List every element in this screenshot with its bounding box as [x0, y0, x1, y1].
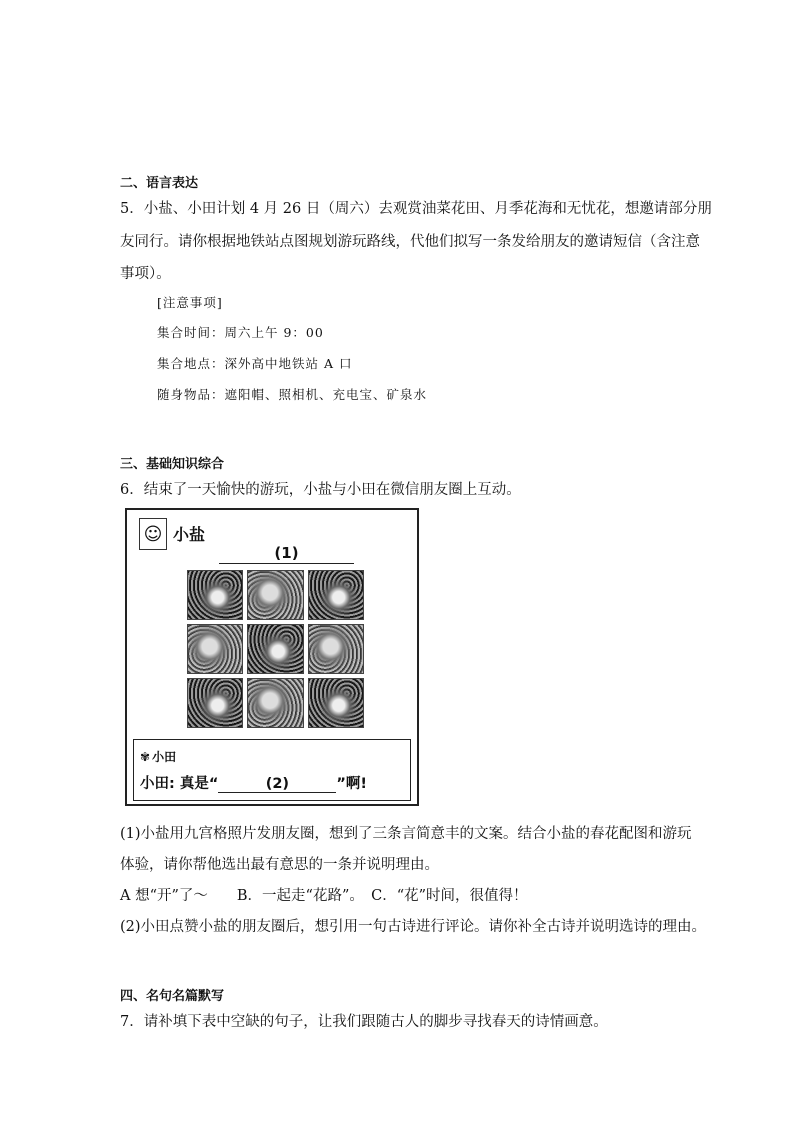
- poster-name: 小盐: [173, 525, 206, 544]
- flower-photo: [187, 624, 243, 674]
- moments-card: [125, 508, 419, 806]
- flower-photo: [187, 570, 243, 620]
- flower-photo: [247, 570, 303, 620]
- q5-line-2: 友同行。请你根据地铁站点图规划游玩路线，代他们拟写一条发给朋友的邀请短信（含注意: [120, 234, 700, 250]
- notes-items: 随身物品：遮阳帽、照相机、充电宝、矿泉水: [157, 387, 428, 402]
- section3-heading: 三、基础知识综合: [120, 457, 225, 472]
- avatar-icon: ☺: [139, 518, 167, 550]
- notes-time: 集合时间：周六上午 9：00: [157, 325, 324, 340]
- commenter-name: 小田: [152, 750, 177, 764]
- comment-box: [133, 739, 411, 801]
- flower-photo: [187, 678, 243, 728]
- comment-suffix: ”啊!: [336, 776, 368, 792]
- q5-line-1: 5．小盐、小田计划 4 月 26 日（周六）去观赏油菜花田、月季花海和无忧花，想邀请部分朋: [120, 201, 712, 217]
- section4-heading: 四、名句名篇默写: [120, 989, 225, 1004]
- flower-photo: [247, 678, 303, 728]
- flower-photo: [308, 570, 364, 620]
- comment-prefix: 小田: 真是“: [140, 776, 219, 792]
- flower-photo: [308, 624, 364, 674]
- q7-text: 7．请补填下表中空缺的句子，让我们跟随古人的脚步寻找春天的诗情画意。: [120, 1014, 608, 1030]
- photo-grid: [187, 570, 364, 728]
- commenter-avatar-icon: ✾: [140, 750, 151, 764]
- commenter: [140, 748, 176, 765]
- notes-title: [注意事项]: [157, 295, 223, 310]
- sub2-text: (2)小田点赞小盐的朋友圈后，想引用一句古诗进行评论。请你补全古诗并说明选诗的理由。: [120, 919, 707, 935]
- blank-1-label: (1): [274, 544, 299, 562]
- blank-2: (2): [218, 776, 336, 793]
- options-line: A 想“开”了～ B．一起走“花路”。 C．“花”时间，很值得！: [120, 888, 528, 904]
- blank-1-line: [219, 563, 354, 564]
- sub1-line-2: 体验，请你帮他选出最有意思的一条并说明理由。: [120, 857, 439, 873]
- flower-photo: [247, 624, 303, 674]
- notes-place: 集合地点：深外高中地铁站 A 口: [157, 356, 353, 371]
- flower-photo: [308, 678, 364, 728]
- comment-text: [140, 772, 367, 793]
- section2-heading: 二、语言表达: [120, 176, 199, 191]
- q6-text: 6．结束了一天愉快的游玩，小盐与小田在微信朋友圈上互动。: [120, 482, 521, 498]
- sub1-line-1: (1)小盐用九宫格照片发朋友圈，想到了三条言简意丰的文案。结合小盐的春花配图和游玩: [120, 826, 692, 842]
- q5-line-3: 事项）。: [120, 266, 171, 282]
